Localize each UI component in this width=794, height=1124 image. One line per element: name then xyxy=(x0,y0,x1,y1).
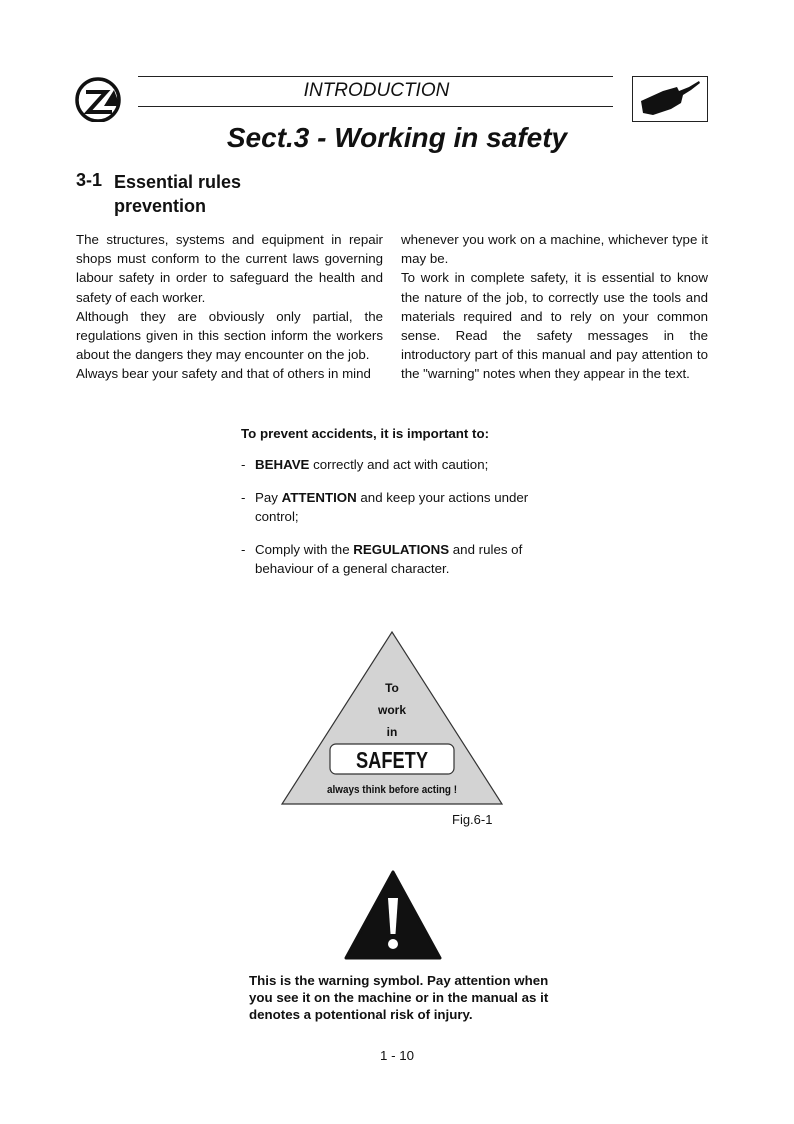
body-paragraph: The structures, systems and equipment in repair shops must conform to the current laws governing labour safety in order to safeguard the health and safety of each worker. xyxy=(76,232,383,305)
section-title: Sect.3 - Working in safety xyxy=(226,122,568,153)
triangle-text-work: work xyxy=(377,703,407,717)
page-number: 1 - 10 xyxy=(379,1048,414,1063)
header-rule-bottom xyxy=(138,106,613,107)
triangle-text-to: To xyxy=(385,681,399,695)
list-dash: - xyxy=(241,490,246,505)
warning-description: This is the warning symbol. Pay attention when you see it on the machine or in the manual as it denotes a potentional risk of injury. xyxy=(249,973,549,1022)
list-dash: - xyxy=(241,542,246,557)
body-paragraph: Always bear your safety and that of others in mind xyxy=(76,366,371,382)
triangle-text-in: in xyxy=(386,725,398,739)
body-paragraph: To work in complete safety, it is essential to know the nature of the job, to correctly use the tools and materials required and to rely on your common sense. Read the safety messages in the introductory part of this manual and pay attention to the "warning" notes when they appear in the text. xyxy=(401,270,708,382)
body-paragraph: Although they are obviously only partial, the regulations given in this section inform the workers about the dangers they may encounter on the job. xyxy=(76,308,383,363)
list-item xyxy=(241,540,561,578)
body-paragraph: whenever you work on a machine, whichever type it may be. xyxy=(401,232,708,267)
subsection-number: 3-1 xyxy=(76,170,103,190)
list-item xyxy=(241,488,561,526)
subsection-title-line1: Essential rules xyxy=(114,172,242,192)
list-item-pre: Pay xyxy=(255,490,282,505)
safety-triangle-shape xyxy=(282,632,502,804)
list-item-pre: Comply with the xyxy=(255,542,354,557)
list-item-post: and rules of behaviour of a general character. xyxy=(255,542,523,576)
header-rule-top xyxy=(138,76,613,77)
pointing-hand-icon-box xyxy=(632,76,708,122)
warning-triangle-icon xyxy=(344,870,442,960)
body-column-left xyxy=(76,230,383,384)
body-column-right xyxy=(401,230,708,384)
safety-label: SAFETY xyxy=(356,747,428,773)
list-item-post: and keep your actions under control; xyxy=(255,490,529,524)
figure-caption: Fig.6-1 xyxy=(452,812,493,827)
triangle-tagline: always think before acting ! xyxy=(327,784,457,796)
list-item-keyword: ATTENTION xyxy=(281,490,357,505)
safety-triangle-figure xyxy=(280,630,504,806)
subsection-title-line2: prevention xyxy=(114,196,207,216)
list-item-post: correctly and act with caution; xyxy=(309,457,489,472)
subsection-title xyxy=(114,170,334,218)
header-title: INTRODUCTION xyxy=(303,80,450,101)
prevention-lead: To prevent accidents, it is important to: xyxy=(241,426,489,441)
list-item-keyword: BEHAVE xyxy=(255,457,310,472)
prevention-list xyxy=(241,424,561,592)
list-item-keyword: REGULATIONS xyxy=(353,542,450,557)
pointing-hand-icon xyxy=(633,77,706,120)
list-dash: - xyxy=(241,457,246,472)
list-item xyxy=(241,455,561,474)
brand-logo-icon xyxy=(74,76,124,122)
